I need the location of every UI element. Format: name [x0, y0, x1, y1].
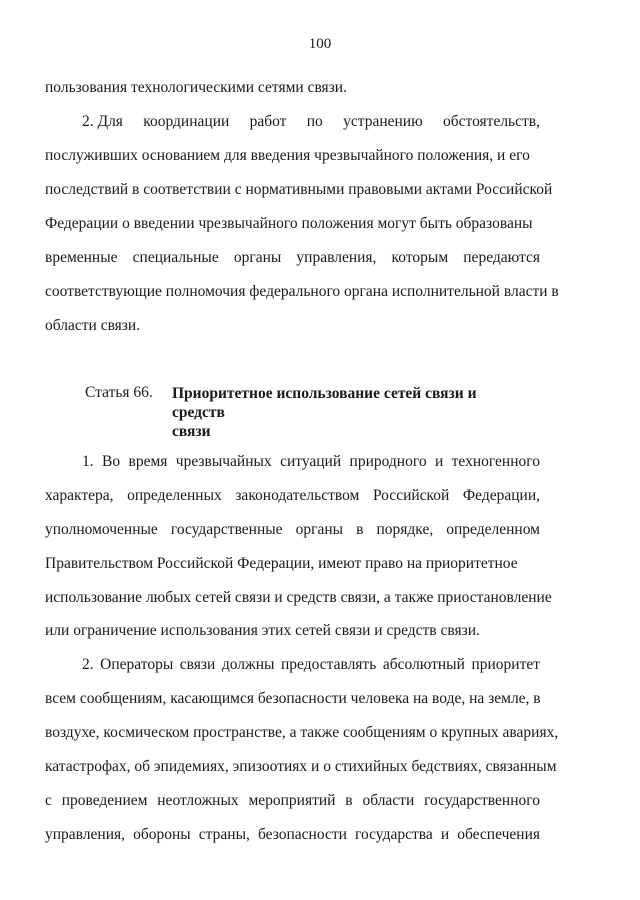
word: органы — [233, 249, 282, 266]
word: страны, — [198, 826, 250, 843]
word: проведением — [61, 792, 148, 809]
word: 2. Для — [82, 113, 123, 130]
word: устранению — [343, 113, 423, 130]
word: 1. — [82, 453, 94, 470]
word: передаются — [463, 249, 540, 266]
word: в — [345, 792, 353, 809]
word: специальные — [132, 249, 219, 266]
text-line: пользования технологическими сетями связи. — [45, 79, 347, 96]
text-line: последствий в соответствии с нормативными правовыми актами Российской — [45, 181, 553, 198]
word: обстоятельств, — [443, 113, 540, 130]
text-line: катастрофах, об эпидемиях, эпизоотиях и о стихийных бедствиях, связанным — [45, 758, 557, 775]
word: чрезвычайных — [175, 453, 272, 470]
word: Федерации, — [462, 487, 540, 504]
text-line: всем сообщениям, касающимся безопасности человека на воде, на земле, в — [45, 690, 541, 707]
text-line — [45, 249, 540, 267]
word: безопасности — [257, 826, 347, 843]
word: в — [356, 521, 364, 538]
word: и — [440, 826, 450, 843]
word: временные — [45, 249, 118, 266]
word: должны — [221, 656, 275, 673]
word: и — [434, 453, 444, 470]
article-title — [172, 384, 532, 441]
word: характера, — [45, 487, 114, 504]
word: работ — [249, 113, 287, 130]
text-line: Федерации о введении чрезвычайного положения могут быть образованы — [45, 215, 533, 232]
word: координации — [143, 113, 230, 130]
word: по — [306, 113, 323, 130]
text-line — [45, 826, 540, 844]
word: управления, — [45, 826, 125, 843]
text-line — [45, 521, 540, 539]
word: государства — [355, 826, 433, 843]
word: природного — [349, 453, 427, 470]
word: порядке, — [376, 521, 434, 538]
word: техногенного — [451, 453, 540, 470]
text-line: Правительством Российской Федерации, имеют право на приоритетное — [45, 555, 518, 572]
word: время — [128, 453, 168, 470]
word: государственного — [424, 792, 540, 809]
text-line — [82, 656, 540, 674]
word: 2. — [82, 656, 94, 673]
text-line: использование любых сетей связи и средств связи, а также приостановление — [45, 589, 552, 606]
page-number: 100 — [308, 36, 332, 52]
word: обороны — [133, 826, 191, 843]
text-line: области связи. — [45, 317, 141, 334]
word: предоставлять — [280, 656, 377, 673]
text-line: или ограничение использования этих сетей связи и средств связи. — [45, 622, 480, 639]
word: неотложных — [157, 792, 239, 809]
word: Операторы — [100, 656, 174, 673]
word: государственные — [170, 521, 283, 538]
article-title-line-2: связи — [172, 423, 211, 440]
word: органы — [295, 521, 344, 538]
text-line: послуживших основанием для введения чрезвычайного положения, и его — [45, 147, 530, 164]
word: которым — [391, 249, 449, 266]
word: ситуаций — [280, 453, 342, 470]
word: абсолютный — [382, 656, 465, 673]
word: определенном — [446, 521, 540, 538]
word: с — [45, 792, 52, 809]
text-line — [45, 792, 540, 810]
word: связи — [179, 656, 216, 673]
word: Во — [102, 453, 121, 470]
word: определенных — [127, 487, 222, 504]
text-line: воздухе, космическом пространстве, а также сообщениям о крупных авариях, — [45, 724, 559, 741]
word: области — [362, 792, 415, 809]
text-line — [82, 113, 540, 131]
word: мероприятий — [248, 792, 336, 809]
text-line — [82, 453, 540, 471]
word: приоритет — [471, 656, 540, 673]
article-title-line-1: Приоритетное использование сетей связи и средств — [172, 385, 477, 421]
article-label: Статья 66. — [85, 384, 153, 401]
word: Российской — [372, 487, 450, 504]
word: уполномоченные — [45, 521, 158, 538]
word: законодательством — [235, 487, 360, 504]
word: обеспечения — [457, 826, 540, 843]
text-line: соответствующие полномочия федерального органа исполнительной власти в — [45, 283, 559, 300]
text-line — [45, 487, 540, 505]
word: управления, — [296, 249, 377, 266]
